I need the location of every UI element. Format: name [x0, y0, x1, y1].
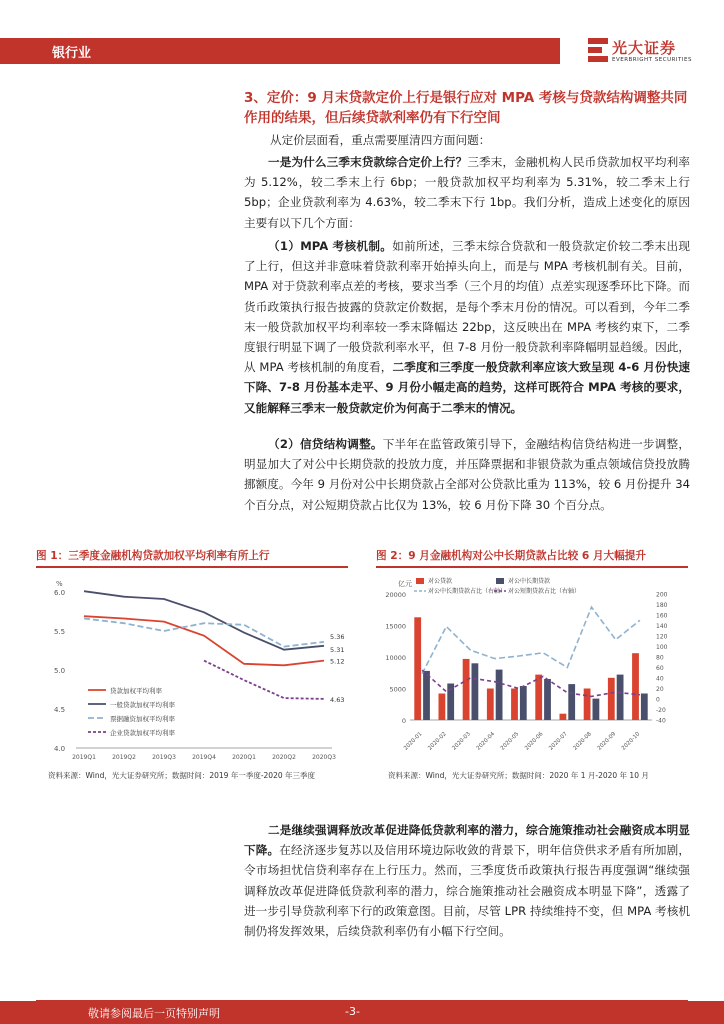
legend-label-1: 对公中长期贷款 — [508, 578, 551, 585]
bar-s0-2 — [463, 659, 470, 720]
figure-2-rule — [376, 566, 688, 568]
paragraph-2 — [244, 236, 690, 418]
paragraph-3-text: 下半年在监管政策引导下，金融结构信贷结构进一步调整，明显加大了对公中长期贷款的投放力度，并压降票据和非银贷款为重点领域信贷投放腾挪额度。今年 9 月份对公中长期贷款占全部对公贷款比重为 113%，较 6 月份提升 34 个百分点，对公短期贷款占比仅为 13%，较 6 月份下降 30 个百分点。 — [244, 437, 690, 512]
y-tick-label-2: 10000 — [385, 654, 406, 662]
section-lead: 从定价层面看，重点需要厘清四方面问题： — [270, 133, 491, 147]
end-label-0: 5.36 — [330, 632, 345, 641]
paragraph-4 — [244, 820, 690, 941]
x-tick-label-3: 2020-04 — [475, 731, 497, 752]
legend-label-2: 票据融资加权平均利率 — [110, 715, 175, 723]
figure-2 — [376, 548, 688, 568]
bar-s1-3 — [496, 670, 503, 720]
y2-tick-label-11: 180 — [656, 602, 668, 609]
x-tick-label-9: 2020-10 — [620, 731, 642, 752]
paragraph-2-text: 如前所述，三季末综合贷款和一般贷款定价较二季末出现了上行，但这并非意味着贷款利率开始掉头向上，而是与 MPA 考核机制有关。目前，MPA 对于贷款利率点差的考核，要求当季（三个月的均值）点差实现逐季环比下降。而货币政策执行报告披露的贷款定价数据，是每个季末月份的情况。可以看到，今年二季末一般贷款加权平均利率较一季末降幅达 22bp，这反映出在 MPA 考核约束下，二季度银行明显下调了一般贷款利率水平，但 7-8 月份一般贷款利率降幅明显趋缓。因此，从 MPA 考核机制的角度看， — [244, 239, 690, 375]
paragraph-4-text: 在经济逐步复苏以及信用环境边际收敛的背景下，明年信贷供求矛盾有所加剧，令市场担忧信贷利率存在上行压力。然而，三季度货币政策执行报告再度强调“继续强调释放改革促进降低贷款利率的潜力，综合施策推动社会融资成本明显下降”，透露了进一步引导贷款利率下行的政策意图。目前，尽管 LPR 持续维持不变，但 MPA 考核机制仍将发挥效果，后续贷款利率仍有小幅下行空间。 — [244, 843, 690, 939]
x-tick-label-0: 2020-01 — [403, 731, 424, 752]
y2-tick-label-10: 160 — [656, 612, 668, 620]
x-tick-label-2: 2019Q3 — [152, 754, 176, 761]
figure-1-title: 图 1：三季度金融机构贷款加权平均利率有所上行 — [36, 550, 270, 562]
bar-s0-3 — [487, 689, 494, 721]
x-tick-label-3: 2019Q4 — [192, 754, 216, 761]
series-line-3 — [204, 661, 324, 699]
y-axis-unit: % — [56, 580, 63, 588]
y2-tick-label-9: 140 — [656, 623, 668, 630]
figure-1-source: 资料来源：Wind，光大证券研究所；数据时间：2019 年一季度-2020 年三季度 — [48, 771, 315, 780]
paragraph-1-bold: 一是为什么三季末贷款综合定价上行？ — [268, 155, 468, 169]
end-label-2: 5.12 — [330, 657, 345, 666]
bar-s0-7 — [584, 689, 591, 721]
legend-swatch-1 — [496, 578, 504, 584]
page-header — [0, 38, 724, 64]
x-tick-label-7: 2020-08 — [572, 731, 593, 752]
logo-text-en: EVERBRIGHT SECURITIES — [612, 57, 692, 63]
x-tick-label-8: 2020-09 — [596, 731, 618, 752]
bar-s1-8 — [617, 675, 624, 720]
y-tick-label-1: 5000 — [389, 685, 406, 694]
bar-s0-5 — [535, 675, 542, 720]
y-axis-unit: 亿元 — [398, 580, 412, 588]
x-tick-label-1: 2020-02 — [427, 731, 448, 752]
y-tick-label-0: 4.0 — [54, 745, 66, 753]
bar-s0-9 — [632, 653, 639, 720]
header-bar — [0, 38, 560, 64]
y-tick-label-4: 20000 — [385, 591, 406, 599]
y2-tick-label-3: 20 — [656, 686, 664, 693]
page-footer — [0, 1001, 724, 1024]
legend-label-0: 贷款加权平均利率 — [110, 687, 162, 695]
chart-2 — [376, 572, 688, 764]
bar-s0-1 — [439, 694, 446, 721]
bar-s0-6 — [560, 714, 567, 720]
bar-s1-6 — [568, 684, 575, 720]
paragraph-3-head: （2）信贷结构调整。 — [268, 437, 383, 451]
x-tick-label-0: 2019Q1 — [72, 754, 96, 761]
series-line-2 — [422, 607, 640, 674]
end-label-3: 4.63 — [330, 695, 345, 704]
y-tick-label-4: 6.0 — [54, 589, 66, 597]
figure-2-title: 图 2：9 月金融机构对公中长期贷款占比较 6 月大幅提升 — [376, 550, 646, 562]
figure-2-source: 资料来源：Wind，光大证券研究所；数据时间：2020 年 1 月-2020 年 10 月 — [388, 771, 649, 780]
logo-mark-icon — [588, 38, 608, 62]
paragraph-4-bold: 二是继续强调释放改革促进降低贷款利率的潜力，综合施策推动社会融资成本明显下降。 — [244, 823, 690, 858]
bar-s0-0 — [414, 617, 421, 720]
series-line-2 — [84, 619, 324, 647]
chart-1 — [36, 572, 348, 764]
x-tick-label-5: 2020-06 — [524, 731, 545, 752]
legend-label-3: 对公短期贷款占比（右轴） — [508, 588, 581, 595]
y2-tick-label-8: 120 — [656, 633, 668, 641]
x-tick-label-5: 2020Q2 — [272, 754, 296, 761]
y2-tick-label-1: -20 — [656, 707, 666, 714]
series-line-1 — [84, 591, 324, 650]
x-tick-label-6: 2020-07 — [548, 731, 569, 752]
bar-s0-4 — [511, 689, 518, 721]
section-title: 3、定价：9 月末贷款定价上行是银行应对 MPA 考核与贷款结构调整共同作用的结果，但后续贷款利率仍有下行空间 — [244, 90, 688, 126]
y2-tick-label-7: 100 — [656, 644, 668, 651]
paragraph-2-bold: 二季度和三季度一般贷款利率应该大致呈现 4-6 月份快速下降、7-8 月份基本走平、9 月份小幅走高的趋势，这样可既符合 MPA 考核的要求，又能解释三季末一般贷款定价为何高于二季末的情况。 — [244, 360, 690, 415]
legend-swatch-0 — [416, 578, 424, 584]
y-tick-label-0: 0 — [401, 717, 406, 725]
x-tick-label-6: 2020Q3 — [312, 754, 336, 761]
figure-1 — [36, 548, 348, 568]
paragraph-2-head: （1）MPA 考核机制。 — [268, 239, 393, 253]
legend-label-3: 企业贷款加权平均利率 — [110, 729, 175, 737]
legend-label-2: 对公中长期贷款占比（右轴） — [428, 588, 507, 595]
bar-s1-2 — [472, 663, 479, 720]
y2-tick-label-2: 0 — [656, 696, 660, 704]
x-tick-label-4: 2020-05 — [499, 731, 521, 752]
y-tick-label-2: 5.0 — [54, 667, 66, 675]
industry-label: 银行业 — [52, 46, 92, 61]
y2-tick-label-12: 200 — [656, 591, 668, 599]
bar-s1-0 — [423, 671, 430, 720]
bar-s1-7 — [593, 699, 600, 720]
y-tick-label-3: 15000 — [385, 622, 406, 631]
logo-text-cn: 光大证券 — [612, 39, 677, 57]
bar-s1-5 — [544, 679, 551, 720]
legend-label-1: 一般贷款加权平均利率 — [110, 701, 175, 709]
bar-s1-9 — [641, 694, 648, 721]
y2-tick-label-4: 40 — [656, 675, 664, 683]
paragraph-1 — [244, 152, 690, 233]
series-line-3 — [422, 670, 640, 696]
x-tick-label-1: 2019Q2 — [112, 754, 136, 761]
end-label-1: 5.31 — [330, 645, 345, 654]
x-tick-label-4: 2020Q1 — [232, 754, 256, 761]
figure-1-rule — [36, 566, 348, 568]
paragraph-3 — [244, 434, 690, 515]
y2-tick-label-5: 60 — [656, 665, 664, 672]
x-tick-label-2: 2020-03 — [451, 731, 472, 752]
everbright-logo — [588, 36, 698, 70]
paragraph-1-text: 三季末，金融机构人民币贷款加权平均利率为 5.12%，较二季末上行 6bp；一般贷款加权平均利率为 5.31%，较二季末上行 5bp；企业贷款利率为 4.63%，较二季末下行 1bp。我们分析，造成上述变化的原因主要有以下几个方面： — [244, 155, 690, 230]
y-tick-label-1: 4.5 — [54, 706, 66, 714]
bar-s1-4 — [520, 686, 527, 720]
y-tick-label-3: 5.5 — [54, 628, 66, 636]
page-number: -3- — [345, 1005, 360, 1018]
legend-label-0: 对公贷款 — [428, 578, 453, 585]
bar-s0-8 — [608, 678, 615, 720]
footer-disclaimer: 敬请参阅最后一页特别声明 — [88, 1007, 220, 1020]
y2-tick-label-0: -40 — [656, 717, 666, 725]
y2-tick-label-6: 80 — [656, 654, 664, 662]
